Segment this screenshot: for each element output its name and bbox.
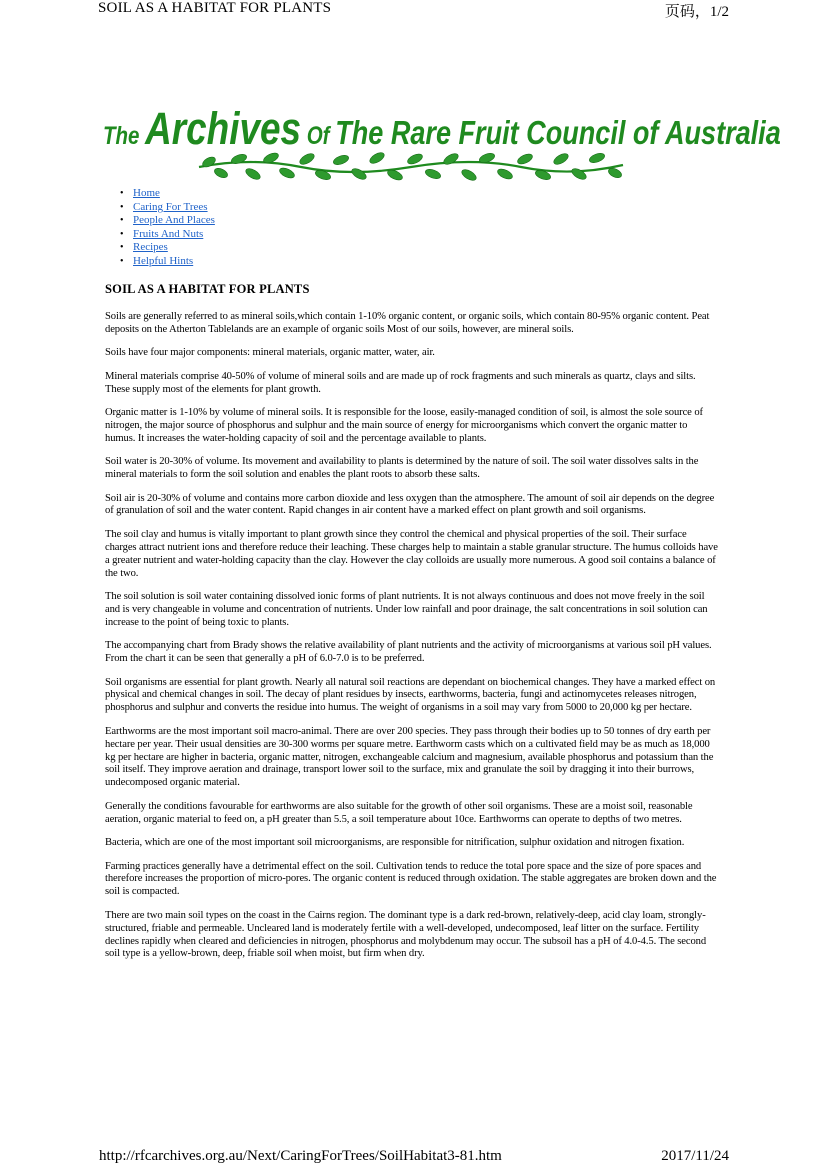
nav-item-helpful-hints bbox=[118, 255, 215, 269]
article-paragraph: Soil water is 20-30% of volume. Its movement and availability to plants is determined by the nature of soil. The soil water dissolves salts in the mineral materials to form the soil solution and enables the plant roots to absorb these salts. bbox=[105, 456, 699, 481]
print-footer-url: http://rfcarchives.org.au/Next/CaringForTrees/SoilHabitat3-81.htm bbox=[99, 1148, 502, 1164]
vine-decoration-icon bbox=[191, 147, 631, 183]
article-paragraph: Generally the conditions favourable for earthworms are also suitable for the growth of other soil organisms. These are a moist soil, reasonable aeration, organic material to feed on, a pH greater than 5.5, a soil temperature about 10ce. Earthworms can operate to depths of two metres. bbox=[105, 800, 693, 825]
main-nav bbox=[118, 187, 215, 269]
site-banner[interactable] bbox=[103, 103, 781, 183]
article-paragraph: The accompanying chart from Brady shows the relative availability of plant nutrients and the activity of microorganisms at various soil pH values. From the chart it can be seen that generally a pH of 6.0-7.0 is to be preferred. bbox=[105, 640, 712, 665]
nav-item-people-and-places bbox=[118, 214, 215, 228]
article-paragraph: Soil air is 20-30% of volume and contains more carbon dioxide and less oxygen than the atmosphere. The amount of soil air depends on the degree of granulation of soil and the water content. Rapid changes in air content have a marked effect on plant growth and soil organisms. bbox=[105, 492, 715, 517]
article-paragraph: There are two main soil types on the coast in the Cairns region. The dominant type is a dark red-brown, relatively-deep, acid clay loam, strongly-structured, friable and permeable. Uncleared land is moderately fertile with a well-developed, undecomposed, leaf litter on the surface. Fertility declines rapidly when cleared and deficiencies in nitrogen, phosphorus and molybdenum may occur. The subsoil has a pH of 4.0-4.5. The second soil type is a yellow-brown, deep, friable soil when moist, but firm when dry. bbox=[105, 909, 707, 960]
nav-item-caring-for-trees bbox=[118, 201, 215, 215]
banner-archives: Archives bbox=[145, 103, 302, 154]
nav-link-people-and-places[interactable]: People And Places bbox=[133, 214, 215, 227]
article-paragraph: Soils have four major components: mineral materials, organic matter, water, air. bbox=[105, 347, 435, 359]
nav-link-recipes[interactable]: Recipes bbox=[133, 241, 168, 254]
article-paragraph: Organic matter is 1-10% by volume of mineral soils. It is responsible for the loose, easily-managed condition of soil, is almost the sole source of nitrogen, the major source of phosphorus and sulphur and the main source of energy for microorganisms which convert the organic matter to humus. It increases the water-holding capacity of soil and the percentage available to plants. bbox=[105, 407, 703, 444]
print-header bbox=[0, 0, 827, 20]
article-paragraph: The soil clay and humus is vitally important to plant growth since they control the chemical and physical properties of the soil. Their surface charges attract nutrient ions and therefore reduce their leaching. These charges help to maintain a stable granular structure. The humus colloids have a greater nutrient and water-holding capacity than the clay. However the clay colloids are usually more numerous. A good soil contains a balance of the two. bbox=[105, 528, 718, 579]
banner-the: The bbox=[103, 122, 146, 150]
article-paragraph: Farming practices generally have a detrimental effect on the soil. Cultivation tends to reduce the total pore space and the size of pore spaces and therefore increases the proportion of micro-pores. The organic content is reduced through oxidation. The stable aggregates are broken down and the soil is compacted. bbox=[105, 860, 717, 898]
article-heading: SOIL AS A HABITAT FOR PLANTS bbox=[105, 282, 310, 296]
banner-of: Of bbox=[301, 122, 336, 150]
nav-item-recipes bbox=[118, 241, 215, 255]
article-paragraph: The soil solution is soil water containing dissolved ionic forms of plant nutrients. It is not always continuous and does not move freely in the soil and is very changeable in volume and concentration of nutrients. Under low rainfall and poor drainage, the salt concentrations in soil solution can increase to the point of being toxic to plants. bbox=[105, 591, 708, 628]
nav-item-home bbox=[118, 187, 215, 201]
article-paragraph: Bacteria, which are one of the most important soil microorganisms, are responsible for nitrification, sulphur oxidation and nitrogen fixation. bbox=[105, 837, 685, 849]
nav-link-fruits-and-nuts[interactable]: Fruits And Nuts bbox=[133, 227, 204, 240]
print-footer bbox=[0, 1148, 827, 1168]
nav-item-fruits-and-nuts bbox=[118, 228, 215, 242]
article-paragraph: Earthworms are the most important soil macro-animal. There are over 200 species. They pass through their bodies up to 50 tonnes of dry earth per hectare per year. Their usual densities are 30-300 worms per square metre. Earthworm casts which on a cultivated field may be as much as 18,000 kg per hectare are higher in bacteria, organic matter, nitrogen, exchangeable calcium and magnesium, available phosphorus and potassium than the soil itself. They improve aeration and drainage, transport lower soil to the surface, mix and granulate the soil by dragging it into their burrows, undecomposed organic material. bbox=[105, 725, 714, 789]
article-paragraph: Mineral materials comprise 40-50% of volume of mineral soils and are made up of rock fragments and such minerals as quartz, clays and silts. These supply most of the elements for plant growth. bbox=[105, 370, 696, 395]
print-footer-date: 2017/11/24 bbox=[661, 1148, 729, 1164]
nav-link-home[interactable]: Home bbox=[133, 187, 160, 199]
print-header-title: SOIL AS A HABITAT FOR PLANTS bbox=[98, 0, 332, 16]
article bbox=[105, 282, 720, 972]
print-page-number: 页码，1/2 bbox=[664, 4, 729, 20]
article-paragraph: Soil organisms are essential for plant growth. Nearly all natural soil reactions are dependant on biochemical changes. They have a marked effect on physical and chemical changes in soil. The decay of plant residues by insects, earthworms, bacteria, fungi and actinomycetes releases nitrogen, phosphorus and sulphur and converts the residue into humus. The weight of organisms in a soil may vary from 5000 to 20,000 kg per hectare. bbox=[105, 676, 716, 714]
nav-link-helpful-hints[interactable]: Helpful Hints bbox=[133, 254, 194, 267]
banner-council: The Rare Fruit Council of Australia bbox=[335, 114, 781, 151]
nav-link-caring-for-trees[interactable]: Caring For Trees bbox=[133, 200, 208, 213]
article-paragraph: Soils are generally referred to as mineral soils,which contain 1-10% organic content, or organic soils, which contain 80-95% organic content. Peat deposits on the Atherton Tablelands are an example of organic soils Most of our soils, however, are mineral soils. bbox=[105, 311, 710, 335]
